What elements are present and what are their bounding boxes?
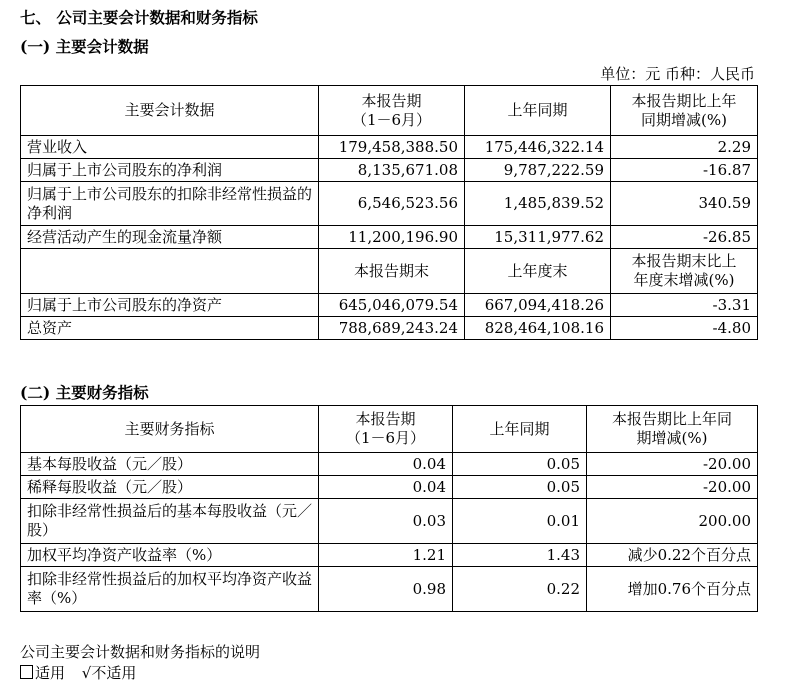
header-cell: 本报告期比上年同 期增减(%) [587, 406, 758, 453]
prior-period-value: 15,311,977.62 [465, 226, 611, 249]
header-cell: 上年度末 [465, 249, 611, 294]
row-label: 基本每股收益（元／股） [21, 453, 319, 476]
header-cell: 本报告期比上年 同期增减(%) [611, 86, 758, 136]
change-value: 增加0.76个百分点 [587, 567, 758, 612]
financial-indicators-table [20, 405, 758, 612]
option-not-applicable-label: 不适用 [91, 664, 137, 682]
current-period-value: 0.04 [319, 476, 453, 499]
header-cell: 上年同期 [453, 406, 587, 453]
change-percent-value: -3.31 [611, 294, 758, 317]
period-end-value: 788,689,243.24 [319, 317, 465, 340]
table-row [21, 294, 758, 317]
table-row [21, 544, 758, 567]
subsection-title-financial-indicators: (二) 主要财务指标 [20, 383, 149, 402]
change-percent-value: 2.29 [611, 136, 758, 159]
checkbox-empty-icon [20, 665, 33, 679]
change-value: 减少0.22个百分点 [587, 544, 758, 567]
applicability-options [20, 662, 136, 683]
table-row [21, 317, 758, 340]
note-title: 公司主要会计数据和财务指标的说明 [20, 643, 261, 661]
row-label: 稀释每股收益（元／股） [21, 476, 319, 499]
unit-currency-line: 单位：元 币种：人民币 [600, 65, 755, 83]
section-title: 七、 公司主要会计数据和财务指标 [20, 8, 258, 27]
change-percent-value: -16.87 [611, 159, 758, 182]
prior-period-value: 9,787,222.59 [465, 159, 611, 182]
table-header-row [21, 86, 758, 136]
prior-year-end-value: 828,464,108.16 [465, 317, 611, 340]
header-cell: 本报告期末比上 年度末增减(%) [611, 249, 758, 294]
accounting-data-table [20, 85, 758, 340]
prior-period-value: 1,485,839.52 [465, 182, 611, 226]
table-row [21, 159, 758, 182]
header-cell: 上年同期 [465, 86, 611, 136]
current-period-value: 0.98 [319, 567, 453, 612]
change-value: -20.00 [587, 476, 758, 499]
table-row [21, 136, 758, 159]
change-value: -20.00 [587, 453, 758, 476]
period-end-value: 645,046,079.54 [319, 294, 465, 317]
prior-period-value: 0.05 [453, 476, 587, 499]
table-header-row [21, 249, 758, 294]
table-row [21, 226, 758, 249]
current-period-value: 0.04 [319, 453, 453, 476]
prior-period-value: 175,446,322.14 [465, 136, 611, 159]
table-row [21, 476, 758, 499]
row-label: 归属于上市公司股东的净资产 [21, 294, 319, 317]
header-cell: 本报告期末 [319, 249, 465, 294]
row-label: 总资产 [21, 317, 319, 340]
prior-period-value: 0.22 [453, 567, 587, 612]
row-label: 加权平均净资产收益率（%） [21, 544, 319, 567]
table-row [21, 182, 758, 226]
table-row [21, 499, 758, 544]
current-period-value: 8,135,671.08 [319, 159, 465, 182]
row-label: 经营活动产生的现金流量净额 [21, 226, 319, 249]
checkmark-icon: √ [81, 664, 92, 682]
row-label: 归属于上市公司股东的扣除非经常性损益的净利润 [21, 182, 319, 226]
current-period-value: 179,458,388.50 [319, 136, 465, 159]
change-percent-value: -4.80 [611, 317, 758, 340]
change-percent-value: 340.59 [611, 182, 758, 226]
row-label: 扣除非经常性损益后的加权平均净资产收益率（%） [21, 567, 319, 612]
header-cell [21, 249, 319, 294]
table-header-row [21, 406, 758, 453]
prior-period-value: 0.05 [453, 453, 587, 476]
header-cell: 本报告期 （1－6月） [319, 86, 465, 136]
row-label: 扣除非经常性损益后的基本每股收益（元／股） [21, 499, 319, 544]
header-cell: 主要财务指标 [21, 406, 319, 453]
change-percent-value: -26.85 [611, 226, 758, 249]
subsection-title-accounting-data: (一) 主要会计数据 [20, 37, 149, 56]
option-applicable-label: 适用 [35, 664, 66, 682]
header-cell: 本报告期 （1－6月） [319, 406, 453, 453]
table-row [21, 453, 758, 476]
current-period-value: 0.03 [319, 499, 453, 544]
row-label: 营业收入 [21, 136, 319, 159]
prior-period-value: 1.43 [453, 544, 587, 567]
prior-period-value: 0.01 [453, 499, 587, 544]
prior-year-end-value: 667,094,418.26 [465, 294, 611, 317]
change-value: 200.00 [587, 499, 758, 544]
header-cell: 主要会计数据 [21, 86, 319, 136]
current-period-value: 1.21 [319, 544, 453, 567]
row-label: 归属于上市公司股东的净利润 [21, 159, 319, 182]
current-period-value: 11,200,196.90 [319, 226, 465, 249]
table-row [21, 567, 758, 612]
current-period-value: 6,546,523.56 [319, 182, 465, 226]
